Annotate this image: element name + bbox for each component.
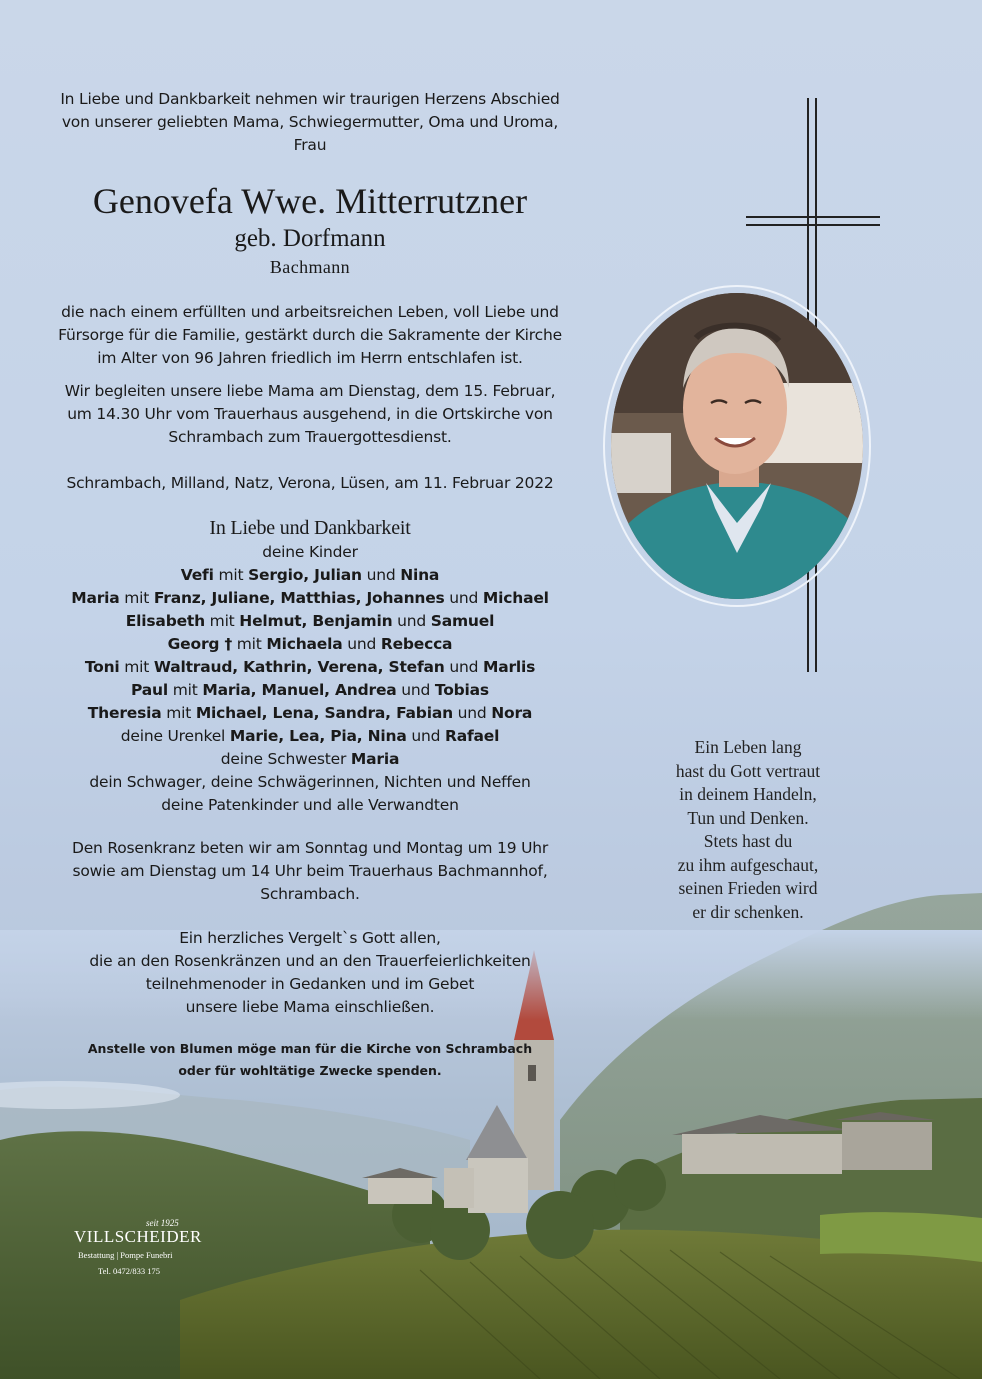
birth-name: geb. Dorfmann — [234, 225, 386, 252]
poem-line: Ein Leben lang — [694, 737, 802, 757]
flowers-line: Anstelle von Blumen möge man für die Kirche von Schrambach — [87, 1041, 533, 1056]
poem-line: er dir schenken. — [692, 901, 804, 922]
family-row: Vefi mit Sergio, Julian und Nina — [180, 566, 440, 584]
poem-line: hast du Gott vertraut — [675, 760, 821, 781]
place-date: Schrambach, Milland, Natz, Verona, Lüsen, am 11. Februar 2022 — [66, 474, 554, 492]
intro-line: In Liebe und Dankbarkeit nehmen wir traurigen Herzens Abschied — [60, 90, 560, 108]
poem-line: in deinem Handeln, — [679, 784, 817, 804]
family-row: deine Schwester Maria — [220, 750, 400, 768]
intro-line: Frau — [293, 136, 327, 154]
cross-icon-horizontal-2 — [746, 224, 880, 226]
life-line: Fürsorge für die Familie, gestärkt durch die Sakramente der Kirche — [58, 326, 562, 344]
poem-line: Stets hast du — [703, 831, 793, 851]
family-row: Paul mit Maria, Manuel, Andrea und Tobias — [131, 681, 489, 699]
thanks-line: teilnehmenoder in Gedanken und im Gebet — [145, 975, 475, 993]
logo-subtitle: Bestattung | Pompe Funebri — [78, 1250, 173, 1260]
deceased-name: Genovefa Wwe. Mitterrutzner — [92, 181, 528, 221]
funeral-line: Schrambach zum Trauergottesdienst. — [168, 428, 452, 446]
family-heading: In Liebe und Dankbarkeit — [209, 517, 411, 539]
family-row: deine Urenkel Marie, Lea, Pia, Nina und Rafael — [120, 727, 500, 745]
funeral-line: um 14.30 Uhr vom Trauerhaus ausgehend, in die Ortskirche von — [67, 405, 553, 423]
house-name: Bachmann — [269, 257, 351, 277]
logo-brand: VILLSCHEIDER — [74, 1227, 202, 1246]
logo-phone: Tel. 0472/833 175 — [98, 1266, 160, 1276]
funeral-paragraph — [40, 380, 580, 449]
cross-icon-horizontal — [746, 216, 880, 218]
poem-line: seinen Frieden wird — [678, 878, 818, 898]
portrait-photo — [611, 293, 863, 599]
logo-since: seit 1925 — [146, 1218, 179, 1228]
thanks-line: unsere liebe Mama einschließen. — [185, 998, 435, 1016]
life-line: im Alter von 96 Jahren friedlich im Herrn entschlafen ist. — [97, 349, 523, 367]
flowers-note — [40, 1038, 580, 1082]
flowers-line: oder für wohltätige Zwecke spenden. — [178, 1063, 442, 1078]
thanks-line: die an den Rosenkränzen und an den Trauerfeierlichkeiten — [89, 952, 531, 970]
family-row: Elisabeth mit Helmut, Benjamin und Samuel — [125, 612, 495, 630]
poem-line: zu ihm aufgeschaut, — [677, 854, 819, 875]
children-intro: deine Kinder — [262, 543, 358, 561]
rosary-line: Den Rosenkranz beten wir am Sonntag und Montag um 19 Uhr — [71, 839, 549, 857]
family-row: Georg † mit Michaela und Rebecca — [167, 635, 453, 653]
rosary-line: sowie am Dienstag um 14 Uhr beim Trauerhaus Bachmannhof, — [72, 862, 548, 880]
poem — [615, 736, 881, 924]
intro-line: von unserer geliebten Mama, Schwiegermutter, Oma und Uroma, — [61, 113, 559, 131]
family-row: Theresia mit Michael, Lena, Sandra, Fabian und Nora — [87, 704, 533, 722]
funeral-line: Wir begleiten unsere liebe Mama am Dienstag, dem 15. Februar, — [64, 382, 556, 400]
family-row: Maria mit Franz, Juliane, Matthias, Johannes und Michael — [71, 589, 549, 607]
family-row: dein Schwager, deine Schwägerinnen, Nichten und Neffen — [89, 773, 531, 791]
thanks-paragraph — [40, 927, 580, 1019]
intro-text — [40, 88, 580, 157]
rosary-line: Schrambach. — [260, 885, 360, 903]
thanks-line: Ein herzliches Vergelt`s Gott allen, — [179, 929, 441, 947]
family-row: deine Patenkinder und alle Verwandten — [161, 796, 459, 814]
family-row: Toni mit Waltraud, Kathrin, Verena, Stefan und Marlis — [84, 658, 536, 676]
life-line: die nach einem erfüllten und arbeitsreichen Leben, voll Liebe und — [61, 303, 559, 321]
family-list — [40, 516, 580, 817]
poem-line: Tun und Denken. — [687, 807, 809, 828]
life-paragraph — [40, 301, 580, 370]
rosary-paragraph — [40, 837, 580, 906]
